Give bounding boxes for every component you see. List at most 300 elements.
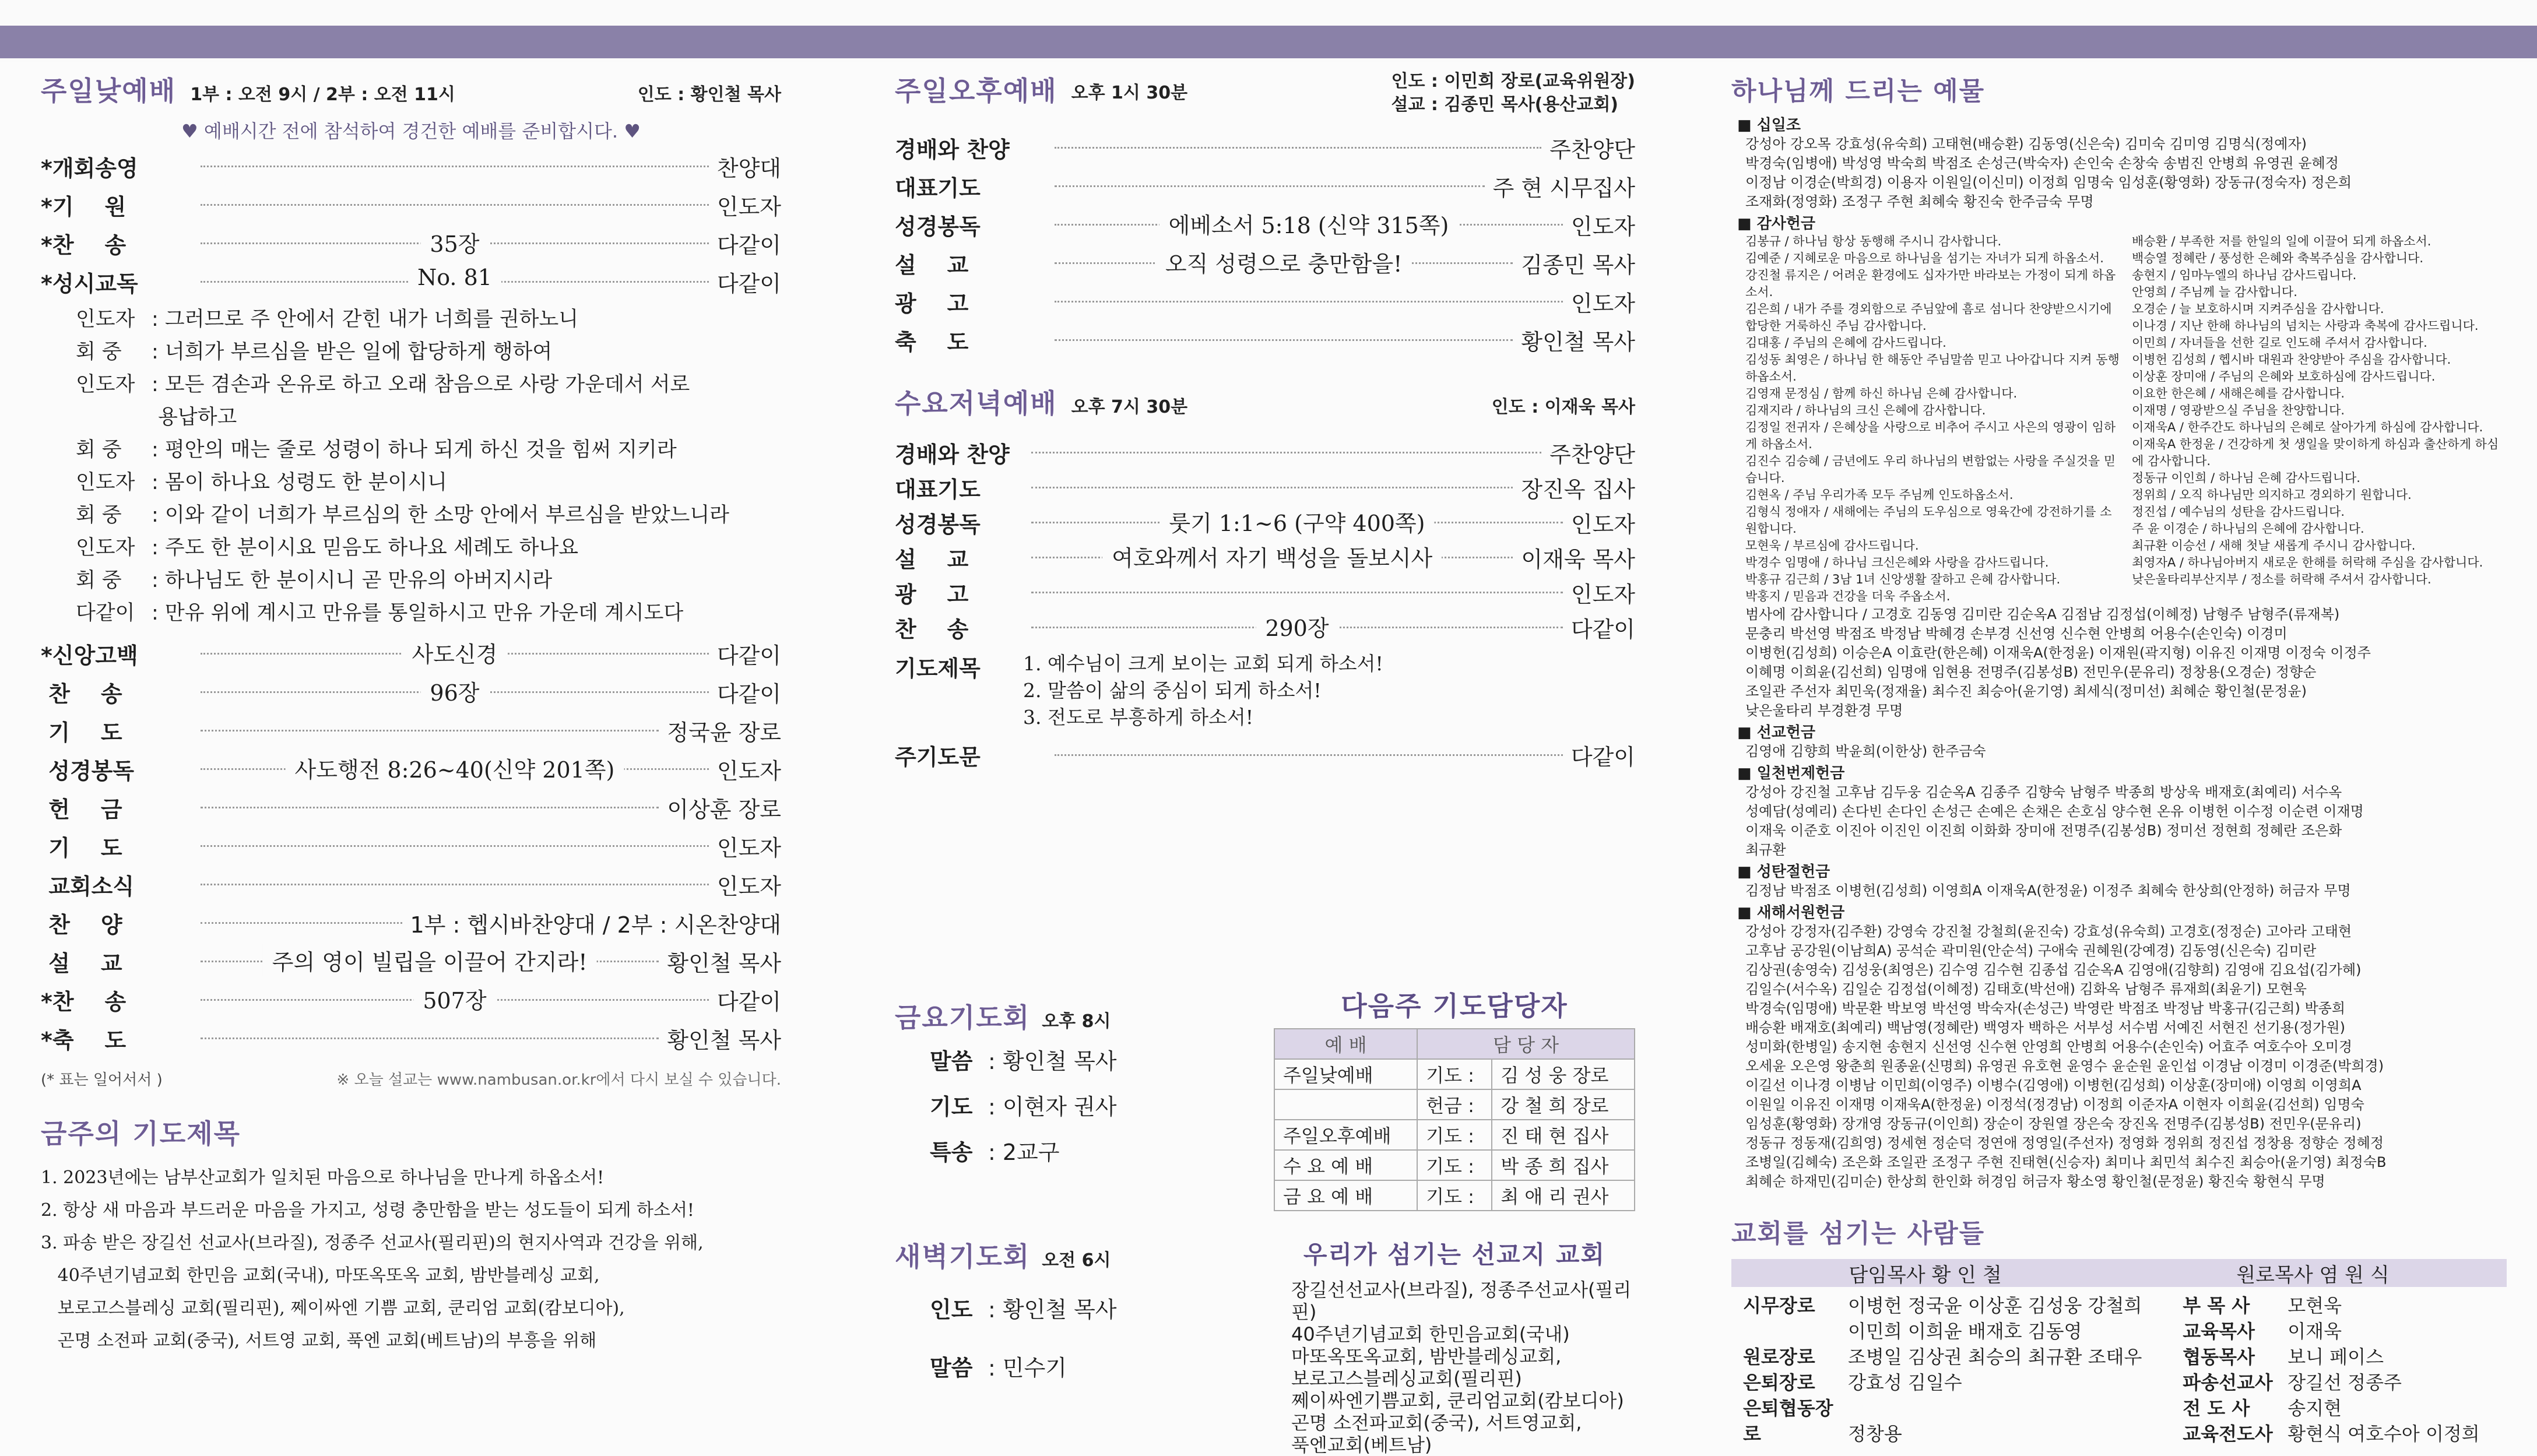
thanks-list — [1737, 233, 2507, 605]
order-item-label: 설 교 — [895, 252, 969, 278]
senior-pastor: 담임목사 황 인 철 — [1849, 1263, 2002, 1287]
order-item-person: 인도자 — [716, 758, 781, 784]
christmas-offering-list — [1737, 881, 2507, 901]
newyear-offering-line: 김상권(송영숙) 김성웅(최영은) 김수영 김수현 김종섭 김순옥A 김영애(김향희) 김영애 김요섭(김가혜) — [1745, 962, 2362, 978]
tithe-line: 박경숙(임병애) 박성영 박숙희 박점조 손성근(박숙자) 손인숙 손창숙 송범진 안병희 유영권 윤혜정 — [1745, 155, 2339, 171]
next-week-table — [1274, 1028, 1635, 1211]
duty-service: 주일낮예배 — [1274, 1059, 1417, 1089]
staff-names: 조병일 김상권 최승의 최규환 조태우 — [1848, 1346, 2142, 1368]
newyear-offering-line: 강성아 강정자(김주환) 강영숙 강진철 강철희(윤진숙) 강효성(유숙희) 고경호(정정순) 고아라 고태현 — [1745, 923, 2352, 940]
wednesday-leader: 인도 : 이재욱 목사 — [1491, 397, 1635, 417]
christmas-offering-line: 김정남 박점조 이병헌(김성희) 이영희A 이재욱A(한정윤) 이정주 최혜숙 한상희(안정하) 허금자 무명 — [1745, 882, 2351, 899]
morning-leader: 인도 : 황인철 목사 — [637, 85, 781, 105]
staff-row — [2183, 1344, 2507, 1370]
order-item-content: 여호와께서 자기 백성을 돌보시사 — [1102, 540, 1442, 572]
responsive-speaker: 회 중 — [76, 340, 122, 364]
staff-row — [1743, 1293, 2183, 1318]
staff-section — [1731, 1212, 2507, 1447]
thanks-line: 안영희 / 주님께 늘 감사합니다. — [2132, 285, 2297, 299]
staff-names: 정창용 — [1848, 1423, 1902, 1445]
meeting-row — [930, 1043, 1245, 1089]
order-item-label: 성경봉독 — [895, 213, 981, 240]
offerings-body — [1731, 113, 2507, 1191]
meeting-row — [930, 1350, 1245, 1408]
order-item-person: 인도자 — [1570, 511, 1635, 537]
friday-rows — [930, 1043, 1245, 1180]
responsive-speaker: 인도자 — [76, 536, 135, 560]
order-item — [895, 282, 1635, 321]
tithe-title: ■ 십일조 — [1737, 117, 1801, 134]
thanks-line: 낮은울타리부산지부 / 정소를 허락해 주셔서 감사합니다. — [2132, 572, 2431, 586]
duty-row — [1274, 1089, 1635, 1120]
order-item — [895, 435, 1635, 470]
duty-role: 기도 : — [1417, 1120, 1492, 1150]
gratitude-line: 범사에 감사합니다 / 고경호 김동영 김미란 김순옥A 김점남 김정섭(이혜정) 남형주 남형주(류재복) — [1745, 606, 2340, 623]
order-item-content: 에베소서 5:18 (신약 315쪽) — [1159, 208, 1459, 240]
order-item — [41, 634, 781, 673]
responsive-line — [76, 336, 781, 368]
meeting-row-label: 말씀 — [930, 1049, 973, 1074]
mission-offering-list — [1737, 742, 2507, 761]
staff-row — [1743, 1370, 2183, 1395]
dawn-title: 새벽기도회 — [895, 1241, 1031, 1272]
standing-note: (* 표는 일어서서 ) — [41, 1071, 163, 1089]
order-item-person: 인도자 — [1570, 290, 1635, 316]
thanks-line: 김대홍 / 주님의 은혜에 감사드립니다. — [1745, 336, 1946, 350]
thanks-line: 박홍지 / 믿음과 건강을 더욱 주옵소서. — [1745, 589, 1951, 603]
responsive-speaker: 인도자 — [76, 308, 135, 331]
newyear-offering-line: 정동규 정동재(김희영) 정세현 정순덕 정연애 정영일(주선자) 정영화 정위희 정진섭 정창용 정향순 정혜정 — [1745, 1135, 2384, 1151]
thanks-line: 최영자A / 하나님아버지 새로운 한해를 허락해 주심을 감사합니다. — [2132, 555, 2483, 569]
order-item-person: 인도자 — [1570, 213, 1635, 240]
staff-names: 장길선 정종주 — [2287, 1371, 2402, 1394]
thanks-line: 이재욱A 한정윤 / 건강하게 첫 생일을 맞이하게 하심과 출산하게 하심에 감사합니다. — [2132, 437, 2499, 468]
order-item — [895, 575, 1635, 610]
order-item-content: 96장 — [420, 675, 489, 707]
dawn-time: 오전 6시 — [1042, 1250, 1111, 1271]
order-item-content: 사도행전 8:26~40(신약 201쪽) — [286, 752, 624, 784]
order-item — [41, 942, 781, 980]
duty-role: 기도 : — [1417, 1180, 1492, 1211]
morning-times: 1부 : 오전 9시 / 2부 : 오전 11시 — [190, 85, 455, 105]
order-item — [41, 903, 781, 942]
prayer-topic: 곤명 소전파 교회(중국), 서트영 교회, 푹엔 교회(베트남)의 부흥을 위해 — [41, 1331, 597, 1351]
duty-name: 진 태 현 집사 — [1492, 1120, 1635, 1150]
newyear-offering-line: 배승환 배재호(최예리) 백남영(정혜란) 백영자 백하은 서부성 서수범 서예진 서현진 선기용(정가원) — [1745, 1019, 2346, 1036]
meeting-row-value: : 민수기 — [988, 1355, 1067, 1381]
gratitude-line: 낮은울타리 부경환경 무명 — [1745, 702, 1903, 719]
closing-right: 다같이 — [1570, 744, 1635, 770]
newyear-offering-line: 임성훈(황영화) 장개영 장동규(이인희) 장순이 장원열 장은숙 장진옥 전명주(김봉성B) 전민우(문유리) — [1745, 1116, 2362, 1132]
staff-names: 이재욱 — [2287, 1320, 2342, 1342]
meeting-row — [930, 1089, 1245, 1134]
order-item-label: 성경봉독 — [41, 758, 135, 784]
morning-notice: ♥ 예배시간 전에 참석하여 경건한 예배를 준비합시다. ♥ — [181, 120, 641, 142]
wednesday-time: 오후 7시 30분 — [1071, 397, 1188, 417]
thanks-line: 이재명 / 영광받으실 주님을 찬양합니다. — [2132, 403, 2345, 417]
order-item-person: 주찬양단 — [1549, 136, 1635, 163]
friday-time: 오후 8시 — [1042, 1011, 1111, 1032]
order-item-person: 다같이 — [1570, 616, 1635, 642]
staff-role: 교육전도사 — [2183, 1423, 2273, 1445]
staff-role: 은퇴장로 — [1743, 1371, 1815, 1394]
duty-row — [1274, 1180, 1635, 1211]
responsive-text: : 몸이 하나요 성령도 한 분이시니 — [152, 471, 447, 494]
meeting-row — [930, 1134, 1245, 1180]
gratitude-line: 문충리 박선영 박점조 박정남 박혜경 손부경 신선영 신수현 안병희 어용수(손인숙) 이경미 — [1745, 625, 2287, 642]
order-item-label: *성시교독 — [41, 270, 138, 297]
afternoon-leader: 인도 : 이민희 장로(교육위원장) — [1391, 71, 1635, 92]
meeting-row-value: : 황인철 목사 — [988, 1297, 1117, 1323]
friday-title: 금요기도회 — [895, 1002, 1031, 1033]
order-item-person: 황인철 목사 — [1521, 329, 1635, 355]
duty-service: 금 요 예 배 — [1274, 1180, 1417, 1211]
order-item-leader-dots — [1055, 251, 1513, 277]
order-item-leader-dots — [1055, 185, 1485, 187]
afternoon-time: 오후 1시 30분 — [1071, 83, 1188, 103]
responsive-line — [76, 597, 781, 629]
duty-header — [1274, 1029, 1635, 1059]
weekly-offering-line: 이재욱 이준호 이진아 이진인 이진희 이화화 장미애 전명주(김봉성B) 정미선 정현희 정혜란 조은화 — [1745, 822, 2342, 839]
thanks-line: 김은희 / 내가 주를 경외함으로 주님앞에 흠로 섬니다 찬양받으시기에 합당한 거룩하신 주님 감사합니다. — [1745, 302, 2112, 333]
meeting-row-value: : 황인철 목사 — [988, 1049, 1117, 1074]
order-item-person: 인도자 — [716, 873, 781, 899]
staff-row — [1743, 1395, 2183, 1447]
staff-title: 교회를 섬기는 사람들 — [1731, 1219, 1986, 1248]
prayer-topic: 보로고스블레싱 교회(필리핀), 쩨이싸엔 기쁨 교회, 쿤리엄 교회(캄보디아), — [41, 1298, 625, 1318]
thanks-line: 이민희 / 자녀들을 선한 길로 인도해 주셔서 감사합니다. — [2132, 336, 2427, 350]
order-item-leader-dots — [201, 680, 709, 706]
wednesday-title: 수요저녁예배 — [895, 388, 1057, 419]
newyear-offering-line: 오세윤 오은영 왕춘희 원종윤(신명희) 유영권 유호현 윤영수 윤순원 윤인섭 이경남 이경미 이경준(박희경) — [1745, 1058, 2384, 1074]
thanks-line: 김봉규 / 하나님 항상 동행해 주시니 감사합니다. — [1745, 234, 2002, 248]
order-item-person: 다같이 — [716, 642, 781, 669]
order-item-content: 오직 성령으로 충만함을! — [1156, 246, 1412, 278]
responsive-text: : 너희가 부르심을 받은 일에 합당하게 행하여 — [152, 340, 553, 364]
order-item-label: 대표기도 — [895, 175, 981, 201]
closing-label: 주기도문 — [895, 744, 981, 770]
wednesday-prayer-item: 1. 예수님이 크게 보이는 교회 되게 하소서! — [1023, 652, 1383, 675]
order-item-label: 설 교 — [41, 950, 122, 976]
order-item-content: 507장 — [413, 983, 496, 1015]
thanks-title: ■ 감사헌금 — [1737, 215, 1816, 233]
order-item — [41, 1019, 781, 1057]
responsive-line — [76, 564, 781, 597]
gratitude-line: 조일관 주선자 최민욱(정재율) 최수진 최승아(윤기영) 최세식(정미선) 최혜순 황인철(문정윤) — [1745, 683, 2307, 699]
order-item-leader-dots — [1031, 487, 1513, 488]
christmas-offering-title: ■ 성탄절헌금 — [1737, 863, 1830, 881]
duty-header-person: 담 당 자 — [1417, 1029, 1635, 1059]
order-item-leader-dots — [1055, 301, 1563, 303]
responsive-speaker: 다같이 — [76, 602, 135, 625]
order-item — [41, 185, 781, 224]
tithe-line: 조재화(정영화) 조정구 주현 최혜숙 황진숙 한주금숙 무명 — [1745, 194, 2094, 210]
responsive-speaker: 인도자 — [76, 471, 135, 494]
duty-service — [1274, 1089, 1417, 1120]
afternoon-officiants — [1391, 70, 1635, 117]
friday-section — [895, 997, 1245, 1180]
order-item-person: 김종민 목사 — [1521, 252, 1635, 278]
thanks-line: 이나경 / 지난 한해 하나님의 넘치는 사랑과 축복에 감사드립니다. — [2132, 319, 2479, 333]
order-item-leader-dots — [201, 922, 402, 924]
staff-row — [2183, 1395, 2507, 1421]
wednesday-prayer-item: 2. 말씀이 삶의 중심이 되게 하소서! — [1023, 679, 1322, 702]
order-item — [895, 321, 1635, 359]
prayer-topic: 40주년기념교회 한민음 교회(국내), 마또옥또옥 교회, 밤반블레싱 교회, — [41, 1265, 600, 1286]
newyear-offering-list — [1737, 922, 2507, 1191]
newyear-offering-line: 박경숙(임명애) 박문환 박보영 박선영 박숙자(손성근) 박영란 박점조 박정남 박홍규(김근희) 박종희 — [1745, 1000, 2346, 1017]
newyear-offering-title: ■ 새해서원헌금 — [1737, 904, 1845, 922]
order-item-person: 이상훈 장로 — [667, 796, 781, 822]
meeting-row-value: : 이현자 권사 — [988, 1094, 1117, 1120]
order-item-leader-dots — [1055, 339, 1513, 341]
dawn-rows — [930, 1292, 1245, 1408]
order-item-person: 다같이 — [716, 270, 781, 297]
responsive-text: : 이와 같이 너희가 부르심의 한 소망 안에서 부르심을 받았느니라 — [152, 504, 729, 527]
order-item-person: 찬양대 — [716, 155, 781, 181]
weekly-offering-line: 성예담(성예리) 손다빈 손다인 손성근 손예은 손채은 손호심 양수현 온유 이병헌 이수정 이순련 이재명 — [1745, 803, 2364, 820]
thanks-line: 이상훈 장미애 / 주님의 은혜와 보호하심에 감사드립니다. — [2132, 370, 2436, 384]
responsive-line — [76, 401, 781, 434]
prayer-topic: 1. 2023년에는 남부산교회가 일치된 마음으로 하나님을 만나게 하옵소서! — [41, 1167, 605, 1188]
staff-role: 은퇴협동장로 — [1743, 1397, 1833, 1445]
order-of-worship-1 — [41, 147, 781, 301]
responsive-speaker: 회 중 — [76, 438, 122, 462]
wednesday-prayers — [1023, 650, 1383, 731]
staff-role: 부 목 사 — [2183, 1295, 2250, 1317]
tithe-line: 강성아 강오목 강효성(유숙희) 고태현(배승환) 김동영(신은숙) 김미숙 김미영 김명식(정예자) — [1745, 136, 2307, 152]
order-item — [41, 980, 781, 1019]
order-item-leader-dots — [1031, 510, 1563, 536]
order-item-label: 설 교 — [895, 546, 969, 572]
responsive-line — [76, 434, 781, 466]
morning-column — [41, 70, 781, 1357]
order-item-leader-dots — [201, 807, 659, 808]
order-item-leader-dots — [201, 949, 659, 975]
order-item-person: 다같이 — [716, 989, 781, 1015]
wednesday-prayer-block — [895, 650, 1635, 731]
order-item-label: *개회송영 — [41, 155, 138, 181]
gratitude-line: 이병헌(김성희) 이승은A 이효란(한은혜) 이재욱A(한정윤) 이재원(곽지형) 이유진 이재명 이정숙 이정주 — [1745, 645, 2371, 661]
afternoon-preacher: 설교 : 김종민 목사(용산교회) — [1391, 94, 1619, 115]
duty-service: 수 요 예 배 — [1274, 1150, 1417, 1180]
order-item — [895, 205, 1635, 244]
weekly-offering-line: 최규환 — [1745, 842, 1786, 858]
afternoon-header — [895, 70, 1635, 128]
order-item-label: 경배와 찬양 — [895, 136, 1010, 163]
order-item-label: 대표기도 — [895, 476, 981, 502]
afternoon-title: 주일오후예배 — [895, 75, 1057, 107]
thanks-line: 정위희 / 오직 하나님만 의지하고 경외하기 원합니다. — [2132, 488, 2412, 502]
wednesday-closing — [895, 736, 1635, 774]
staff-names: 보니 페이스 — [2287, 1346, 2384, 1368]
responsive-text: : 만유 위에 계시고 만유를 통일하시고 만유 가운데 계시도다 — [152, 602, 684, 625]
order-item — [895, 167, 1635, 205]
staff-row — [1743, 1318, 2183, 1344]
mission-offering-line: 김영애 김향희 박윤희(이한상) 한주금숙 — [1745, 743, 1986, 759]
order-item-label: *찬 송 — [41, 989, 127, 1015]
staff-row — [2183, 1318, 2507, 1344]
thanks-line: 김영재 문정심 / 함께 하신 하나님 은혜 감사합니다. — [1745, 386, 2018, 400]
duty-role: 헌금 : — [1417, 1089, 1492, 1120]
order-item-leader-dots — [1055, 212, 1563, 238]
order-item-label: *찬 송 — [41, 232, 127, 258]
order-item-leader-dots — [1031, 592, 1563, 593]
staff-row — [2183, 1370, 2507, 1395]
order-item-leader-dots — [201, 231, 709, 257]
missions-section — [1268, 1236, 1641, 1456]
mission-line: 보로고스블레싱교회(필리핀) — [1291, 1367, 1522, 1390]
order-item-content: 사도신경 — [403, 636, 507, 669]
header-band — [0, 26, 2537, 58]
order-item — [41, 750, 781, 788]
staff-role: 원로장로 — [1743, 1346, 1815, 1368]
order-item — [41, 673, 781, 711]
mission-line: 40주년기념교회 한민음교회(국내) — [1291, 1323, 1570, 1345]
order-item-label: 찬 송 — [895, 616, 969, 642]
order-item-leader-dots — [201, 730, 659, 731]
order-item — [895, 128, 1635, 167]
thanks-line: 이재욱A / 한주간도 하나님의 은혜로 살아가게 하심에 감사합니다. — [2132, 420, 2483, 434]
morning-header — [41, 70, 781, 117]
order-item-label: 찬 양 — [41, 912, 122, 938]
order-item-person: 인도자 — [716, 194, 781, 220]
responsive-line — [76, 303, 781, 336]
thanks-line: 김정일 전귀자 / 은혜상을 사랑으로 비추어 주시고 사은의 영광이 임하게 하옵소서. — [1745, 420, 2116, 451]
staff-names: 이병헌 정국윤 이상훈 김성웅 강철희 — [1848, 1295, 2142, 1317]
offerings-column — [1731, 70, 2507, 1445]
order-item — [895, 470, 1635, 505]
order-of-worship-2 — [41, 634, 781, 1057]
staff-row — [2183, 1293, 2507, 1318]
thanks-line: 김성동 최영은 / 하나님 한 해동안 주님말씀 믿고 나아갑니다 지켜 동행하옵소서. — [1745, 353, 2120, 384]
dawn-section — [895, 1236, 1245, 1408]
meeting-row-label: 기도 — [930, 1094, 973, 1120]
mission-offering-title: ■ 선교헌금 — [1737, 724, 1816, 741]
order-item-person: 장진옥 집사 — [1521, 476, 1635, 502]
order-item-leader-dots — [1031, 452, 1541, 453]
staff-head-band — [1731, 1259, 2507, 1287]
thanks-line: 강진철 류지은 / 어려운 환경에도 십자가만 바라보는 가정이 되게 하옵소서. — [1745, 268, 2116, 299]
thanks-line: 오경순 / 늘 보호하시며 지켜주심을 감사합니다. — [2132, 302, 2384, 316]
order-item-person: 황인철 목사 — [667, 950, 781, 976]
thanks-line: 김재지라 / 하나님의 크신 은혜에 감사합니다. — [1745, 403, 1986, 417]
order-item-label: 성경봉독 — [895, 511, 981, 537]
meeting-row-label: 말씀 — [930, 1355, 973, 1381]
order-item-person: 1부 : 헵시바찬양대 / 2부 : 시온찬양대 — [410, 912, 781, 938]
next-week-section — [1274, 985, 1635, 1211]
thanks-line: 김예준 / 지혜로운 마음으로 하나님을 섬기는 자녀가 되게 하옵소서. — [1745, 251, 2104, 265]
order-item-label: *기 원 — [41, 194, 127, 220]
responsive-speaker: 회 중 — [76, 504, 122, 527]
afternoon-order — [895, 128, 1635, 359]
missions-list — [1291, 1279, 1641, 1456]
order-item-leader-dots — [201, 204, 709, 206]
mission-line: 쩨이싸엔기쁨교회, 쿤리엄교회(캄보디아) — [1291, 1390, 1624, 1412]
order-item — [41, 147, 781, 185]
order-item-person: 정국윤 장로 — [667, 719, 781, 745]
order-item-person: 다같이 — [716, 681, 781, 707]
responsive-text: : 평안의 매는 줄로 성령이 하나 되게 하신 것을 힘써 지키라 — [152, 438, 677, 462]
next-week-title: 다음주 기도담당자 — [1341, 990, 1568, 1022]
order-item — [41, 262, 781, 301]
staff-names: 모현욱 — [2287, 1295, 2342, 1317]
mission-line: 푹엔교회(베트남) — [1291, 1434, 1432, 1456]
mission-line: 마또옥또옥교회, 밤반블레싱교회, — [1291, 1345, 1562, 1367]
staff-row — [2183, 1421, 2507, 1447]
thanks-line: 모현욱 / 부르심에 감사드립니다. — [1745, 539, 1919, 553]
staff-role: 전 도 사 — [2183, 1397, 2250, 1419]
responsive-text: : 그러므로 주 안에서 갇힌 내가 너희를 권하노니 — [152, 308, 579, 331]
duty-row — [1274, 1059, 1635, 1089]
wednesday-prayer-label: 기도제목 — [895, 656, 981, 681]
mission-line: 장길선선교사(브라질), 정종주선교사(필리핀) — [1291, 1279, 1632, 1323]
thanks-line: 김진수 김승혜 / 금년에도 우리 하나님의 변함없는 사랑을 주실것을 믿습니다. — [1745, 454, 2116, 485]
staff-names: 황현식 여호수아 이정희 — [2287, 1423, 2480, 1445]
wednesday-order — [895, 435, 1635, 645]
duty-service: 주일오후예배 — [1274, 1120, 1417, 1150]
order-item-leader-dots — [201, 987, 709, 1014]
order-item-content: 주의 영이 빌립을 이끌어 간지라! — [263, 944, 597, 976]
order-item-leader-dots — [1031, 545, 1513, 571]
order-item-person: 주찬양단 — [1549, 441, 1635, 467]
thanks-line: 정동규 이인희 / 하나님 은혜 감사드립니다. — [2132, 471, 2360, 485]
order-item-label: 기 도 — [41, 719, 122, 745]
duty-name: 강 철 희 장로 — [1492, 1089, 1635, 1120]
thanks-line: 송현지 / 임마누엘의 하나님 감사드립니다. — [2132, 268, 2357, 282]
thanks-line: 이요한 한은혜 / 새해은혜를 감사합니다. — [2132, 386, 2345, 400]
responsive-line — [76, 499, 781, 532]
middle-column — [895, 70, 1635, 1456]
order-item-person: 인도자 — [716, 835, 781, 861]
order-item-label: *축 도 — [41, 1027, 127, 1053]
responsive-reading — [41, 303, 781, 629]
weekly-offering-list — [1737, 783, 2507, 860]
prayer-topic: 3. 파송 받은 장길선 선교사(브라질), 정종주 선교사(필리핀)의 현지사역과 건강을 위해, — [41, 1233, 704, 1253]
emeritus-pastor: 원로목사 염 원 식 — [2236, 1263, 2390, 1287]
order-item-content: No. 81 — [408, 265, 501, 290]
order-item-person: 인도자 — [1570, 581, 1635, 607]
duty-header-service: 예 배 — [1274, 1029, 1417, 1059]
order-item-leader-dots — [201, 641, 709, 667]
staff-row — [1743, 1344, 2183, 1370]
order-item-leader-dots — [201, 884, 709, 885]
responsive-line — [76, 368, 781, 401]
gratitude-list — [1737, 605, 2507, 720]
morning-footer — [41, 1068, 781, 1089]
staff-names: 강효성 김일수 — [1848, 1371, 1962, 1394]
wednesday-header — [895, 382, 1635, 435]
order-item-leader-dots — [201, 264, 709, 290]
order-item-label: 찬 송 — [41, 681, 122, 707]
order-item-label: 경배와 찬양 — [895, 441, 1010, 467]
staff-names: 송지현 — [2287, 1397, 2342, 1419]
order-item-label: 광 고 — [895, 290, 969, 316]
order-item-label: 광 고 — [895, 581, 969, 607]
order-item-leader-dots — [201, 757, 709, 783]
newyear-offering-line: 고후남 공강원(이남희A) 공석순 곽미원(안순석) 구애숙 권혜원(강예경) 김동영(신은숙) 김미란 — [1745, 942, 2317, 959]
thanks-line: 백승열 정혜란 / 풍성한 은혜와 축복주심을 감사합니다. — [2132, 251, 2424, 265]
duty-role: 기도 : — [1417, 1059, 1492, 1089]
order-item — [895, 505, 1635, 540]
responsive-line — [76, 466, 781, 499]
responsive-speaker: 인도자 — [76, 373, 135, 396]
order-item — [41, 827, 781, 865]
order-item-leader-dots — [201, 1038, 659, 1039]
prayer-topic: 2. 항상 새 마음과 부드러운 마음을 가지고, 성령 충만함을 받는 성도들이 되게 하소서! — [41, 1200, 694, 1221]
order-item-label: 교회소식 — [41, 873, 135, 899]
order-item-content: 룻기 1:1~6 (구약 400쪽) — [1159, 505, 1434, 537]
